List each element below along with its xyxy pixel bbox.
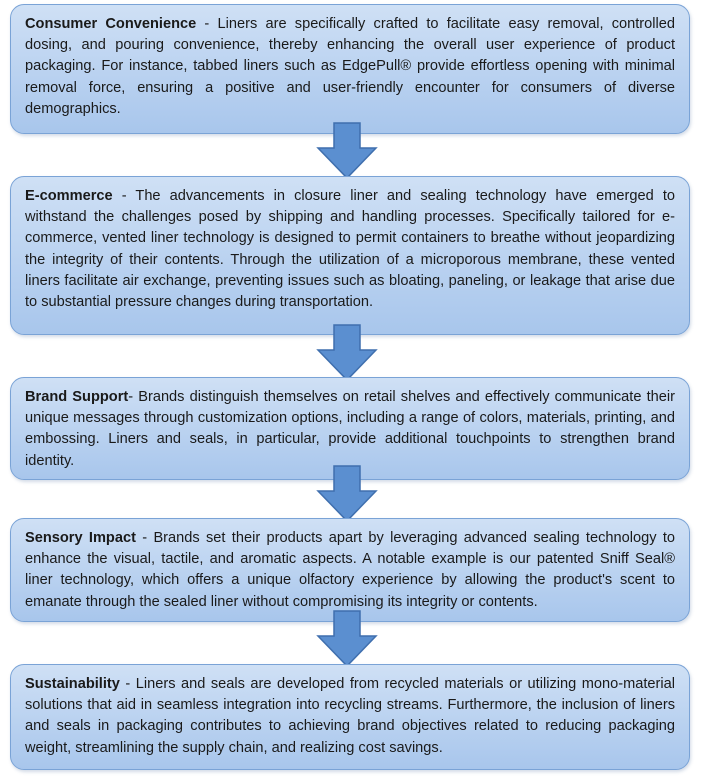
step-description: The advancements in closure liner and sealing technology have emerged to withstand the challenges posed by shipping and handling processes. Specifically tailored for e-commerce, vented liner technology is designed to permit containers to breathe without jeopardizing the integrity of their contents. Through the utilization of a microporous membrane, these vented liners facilitate air exchange, preventing issues such as bloating, paneling, or leakage that arise due to substantial pressure changes during transportation. bbox=[25, 188, 675, 311]
down-arrow-icon bbox=[316, 465, 378, 523]
step-title: Consumer Convenience bbox=[25, 16, 197, 32]
step-separator: - bbox=[196, 16, 218, 32]
step-title: Brand Support bbox=[25, 389, 129, 405]
step-separator: - bbox=[112, 188, 136, 204]
step-box-consumer-convenience bbox=[10, 4, 690, 134]
step-separator: - bbox=[135, 530, 154, 546]
step-title: E-commerce bbox=[25, 188, 113, 204]
step-title: Sensory Impact bbox=[25, 530, 136, 546]
step-description: Liners and seals are developed from recycled materials or utilizing mono-material solutions that aid in seamless integration into recycling streams. Furthermore, the inclusion of liners and seals in packaging contributes to achieving brand objectives related to reducing packaging weight, streamlining the supply chain, and realizing cost savings. bbox=[25, 676, 675, 756]
step-description: Brands set their products apart by leveraging advanced sealing technology to enhance the visual, tactile, and aromatic aspects. A notable example is our patented Sniff Seal® liner technology, which offers a unique olfactory experience by allowing the product's scent to emanate through the sealed liner without compromising its integrity or contents. bbox=[25, 530, 675, 610]
down-arrow-icon bbox=[316, 610, 378, 668]
step-box-sustainability bbox=[10, 664, 690, 770]
step-box-e-commerce bbox=[10, 176, 690, 335]
down-arrow-icon bbox=[316, 122, 378, 180]
step-separator: - bbox=[128, 389, 139, 405]
step-description: Liners are specifically crafted to facilitate easy removal, controlled dosing, and pouring convenience, thereby enhancing the overall user experience of product packaging. For instance, tabbed liners such as EdgePull® provide effortless opening with minimal removal force, ensuring a positive and user-friendly encounter for consumers of diverse demographics. bbox=[25, 16, 675, 117]
step-title: Sustainability bbox=[25, 676, 120, 692]
step-box-sensory-impact bbox=[10, 518, 690, 622]
step-description: Brands distinguish themselves on retail shelves and effectively communicate their unique messages through customization options, including a range of colors, materials, printing, and embossing. Liners and seals, in particular, provide additional touchpoints to strengthen brand identity. bbox=[25, 389, 675, 469]
step-separator: - bbox=[119, 676, 136, 692]
down-arrow-icon bbox=[316, 324, 378, 382]
